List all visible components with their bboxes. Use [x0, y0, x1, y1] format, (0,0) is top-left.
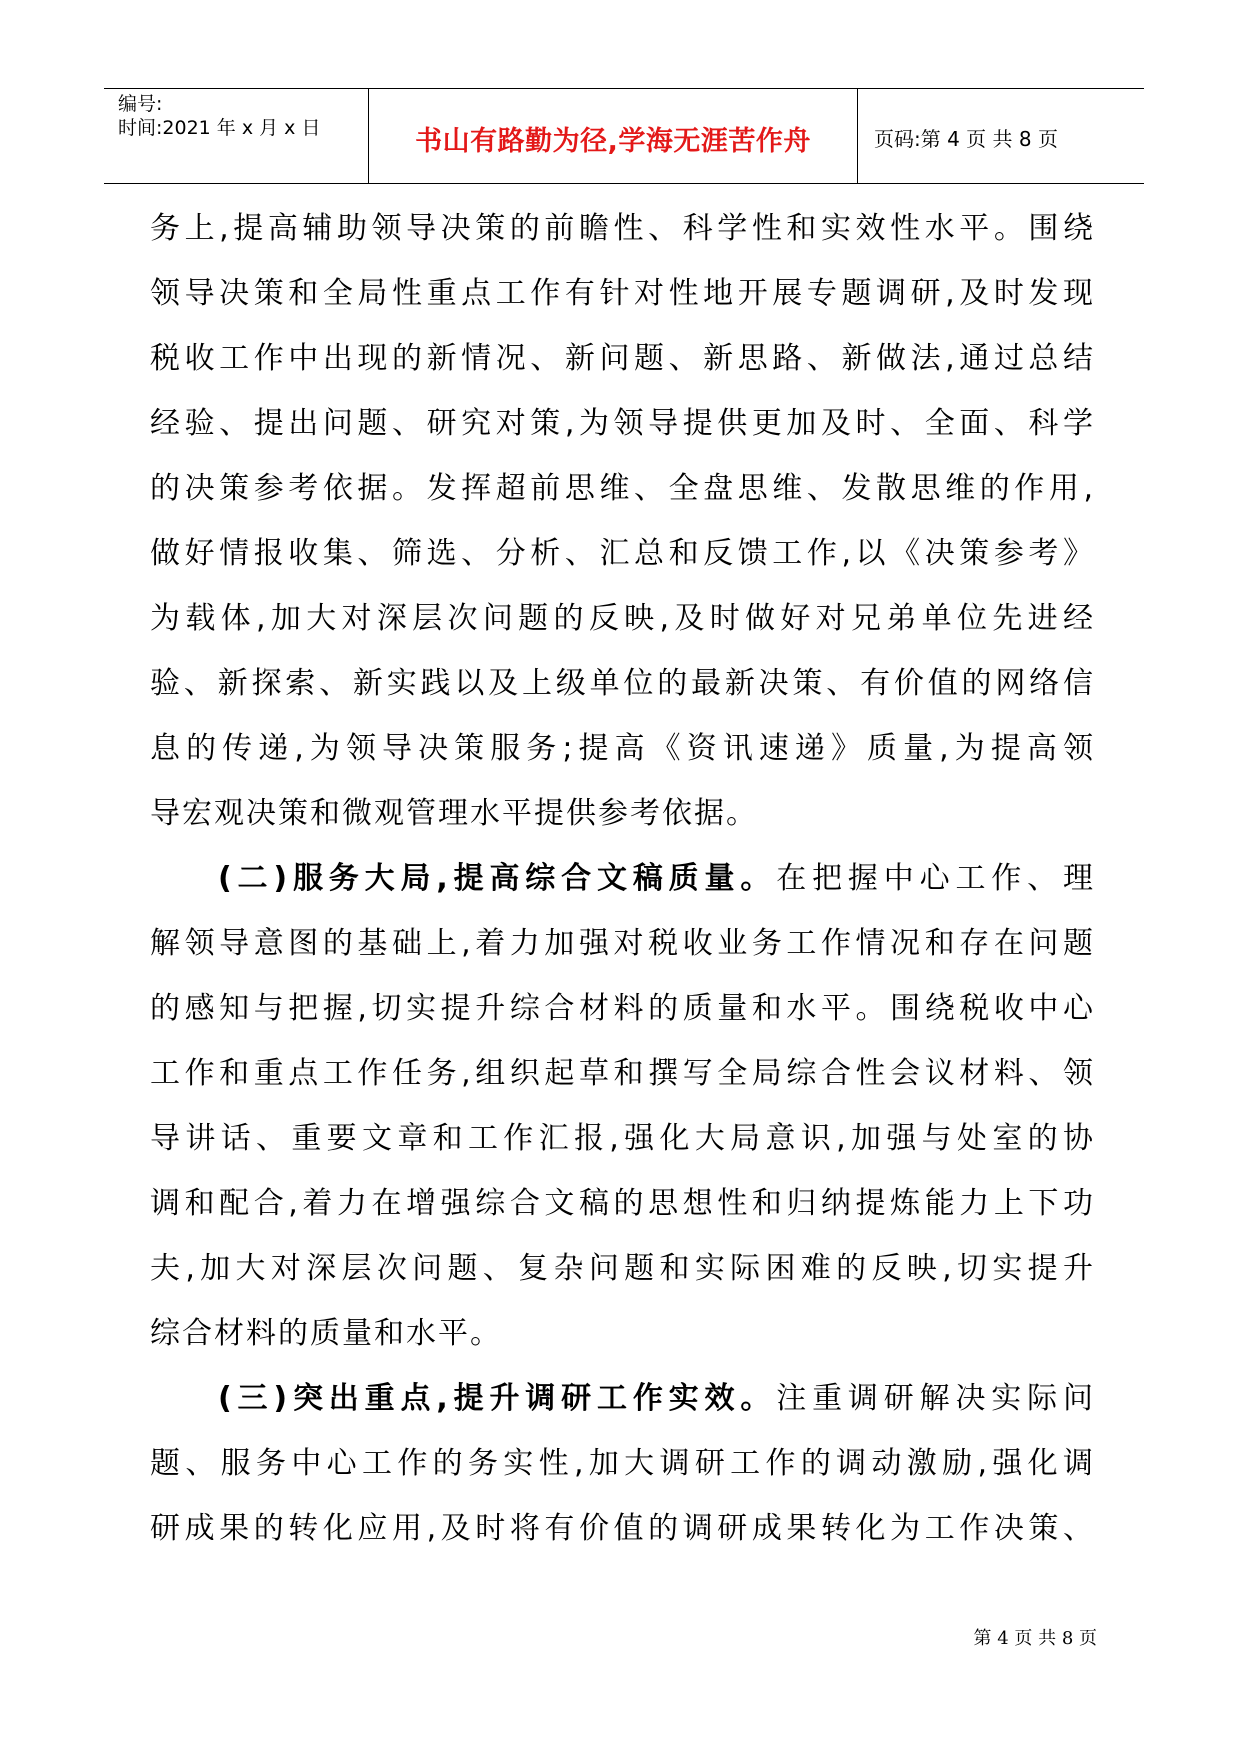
header-motto: 书山有路勤为径,学海无涯苦作舟 — [415, 126, 811, 157]
paragraph-3 — [150, 1366, 1095, 1561]
text-line: 夫,加大对深层次问题、复杂问题和实际困难的反映,切实提升 — [150, 1251, 1095, 1286]
page-footer: 第 4 页 共 8 页 — [973, 1628, 1097, 1649]
section-3-first-line — [150, 1366, 1095, 1431]
section-2-heading: (二)服务大局,提高综合文稿质量。 — [218, 861, 777, 896]
text-line: 的感知与把握,切实提升综合材料的质量和水平。围绕税收中心 — [150, 991, 1095, 1026]
text-line: 领导决策和全局性重点工作有针对性地开展专题调研,及时发现 — [150, 276, 1095, 311]
text-line: 综合材料的质量和水平。 — [150, 1316, 502, 1351]
text-line: 经验、提出问题、研究对策,为领导提供更加及时、全面、科学 — [150, 406, 1095, 441]
header-meta — [104, 89, 368, 183]
text-line: 题、服务中心工作的务实性,加大调研工作的调动激励,强化调 — [150, 1446, 1095, 1481]
text-line: 为载体,加大对深层次问题的反映,及时做好对兄弟单位先进经 — [150, 601, 1095, 636]
text-line: 工作和重点工作任务,组织起草和撰写全局综合性会议材料、领 — [150, 1056, 1095, 1091]
text-line: 调和配合,着力在增强综合文稿的思想性和归纳提炼能力上下功 — [150, 1186, 1095, 1221]
text-line: 研成果的转化应用,及时将有价值的调研成果转化为工作决策、 — [150, 1511, 1095, 1546]
document-body — [150, 196, 1095, 1561]
header-page-info: 页码:第 4 页 共 8 页 — [874, 127, 1058, 151]
text-line: 导宏观决策和微观管理水平提供参考依据。 — [150, 796, 758, 831]
section-2-first-text: 在把握中心工作、理 — [776, 861, 1095, 896]
text-line: 验、新探索、新实践以及上级单位的最新决策、有价值的网络信 — [150, 666, 1095, 701]
paragraph-2 — [150, 846, 1095, 1366]
text-line: 息的传递,为领导决策服务;提高《资讯速递》质量,为提高领 — [150, 731, 1095, 766]
header-page-cell — [858, 89, 1144, 183]
section-3-heading: (三)突出重点,提升调研工作实效。 — [218, 1381, 777, 1416]
text-line: 做好情报收集、筛选、分析、汇总和反馈工作,以《决策参考》 — [150, 536, 1095, 571]
text-line: 的决策参考依据。发挥超前思维、全盘思维、发散思维的作用, — [150, 471, 1095, 506]
document-number-label: 编号: — [118, 93, 163, 115]
header-motto-cell — [368, 89, 858, 183]
text-line: 解领导意图的基础上,着力加强对税收业务工作情况和存在问题 — [150, 926, 1095, 961]
section-2-first-line — [150, 846, 1095, 911]
paragraph-1 — [150, 196, 1095, 846]
section-3-first-text: 注重调研解决实际问 — [776, 1381, 1095, 1416]
text-line: 导讲话、重要文章和工作汇报,强化大局意识,加强与处室的协 — [150, 1121, 1095, 1156]
text-line: 务上,提高辅助领导决策的前瞻性、科学性和实效性水平。围绕 — [150, 211, 1095, 246]
document-time-label: 时间:2021 年 x 月 x 日 — [118, 117, 321, 139]
text-line: 税收工作中出现的新情况、新问题、新思路、新做法,通过总结 — [150, 341, 1095, 376]
document-header — [104, 88, 1144, 184]
